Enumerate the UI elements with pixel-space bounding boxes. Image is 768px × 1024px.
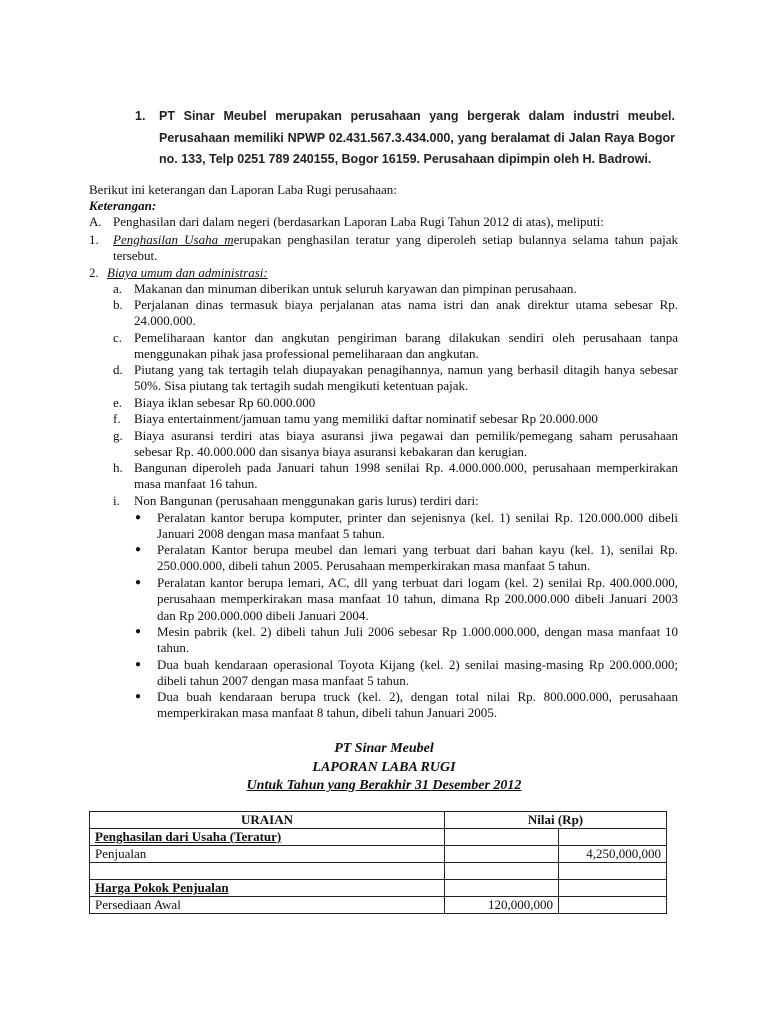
- item-b-marker: b.: [113, 297, 123, 312]
- row-label: Persediaan Awal: [90, 897, 445, 914]
- intro-text: PT Sinar Meubel merupakan perusahaan yang bergerak dalam industri meubel. Perusahaan memiliki NPWP 02.431.567.3.434.000, yang beralamat di Jalan Raya Bogor no. 133, Telp 0251 789 240155, Bogor 16159. Perusahaan dipimpin oleh H. Badrowi.: [159, 109, 675, 166]
- company-name: PT Sinar Meubel: [334, 741, 434, 756]
- item-c-marker: c.: [113, 330, 123, 345]
- bullet-icon: ●: [135, 544, 142, 555]
- item-i-text: Non Bangunan (perusahaan menggunakan garis lurus) terdiri dari:: [134, 493, 479, 508]
- table-row: [90, 897, 667, 914]
- section-a-text: Penghasilan dari dalam negeri (berdasarkan Laporan Laba Rugi Tahun 2012 di atas), meliputi:: [113, 214, 604, 229]
- row-value-1: [445, 863, 559, 880]
- bullet-icon: ●: [135, 691, 142, 702]
- report-period: Untuk Tahun yang Berakhir 31 Desember 2012: [246, 778, 522, 793]
- table-row: [90, 880, 667, 897]
- row-label: Penghasilan dari Usaha (Teratur): [90, 829, 445, 846]
- item-h-text: Bangunan diperoleh pada Januari tahun 1998 senilai Rp. 4.000.000.000, perusahaan memperkirakan masa manfaat 16 tahun.: [134, 460, 678, 492]
- keterangan-heading: Keterangan:: [89, 198, 157, 213]
- header-nilai: Nilai (Rp): [445, 812, 667, 829]
- item-d-text: Piutang yang tak tertagih telah diupayakan penagihannya, namun yang berhasil ditagih hanya sebesar 50%. Sisa piutang tak tertagih sudah mengikuti ketentuan pajak.: [134, 362, 678, 394]
- row-value-2: [559, 880, 667, 897]
- table-row: [90, 863, 667, 880]
- item-f-text: Biaya entertainment/jamuan tamu yang memiliki daftar nominatif sebesar Rp 20.000.000: [134, 411, 598, 426]
- row-value-2: [559, 863, 667, 880]
- row-value-1: [445, 880, 559, 897]
- bullet-item-1: Peralatan kantor berupa komputer, printer dan sejenisnya (kel. 1) senilai Rp. 120.000.000 dibeli Januari 2008 dengan masa manfaat 5 tahun.: [157, 510, 678, 542]
- row-value-2: [559, 897, 667, 914]
- item-h-marker: h.: [113, 460, 123, 475]
- report-title: LAPORAN LABA RUGI: [312, 760, 456, 775]
- point-1-rest: erupakan penghasilan teratur yang diperoleh setiap bulannya selama tahun pajak tersebut.: [113, 232, 678, 264]
- item-i-marker: i.: [113, 493, 120, 508]
- bullet-icon: ●: [135, 626, 142, 637]
- row-value-1: [445, 846, 559, 863]
- point-1-text: [113, 232, 678, 265]
- item-e-text: Biaya iklan sebesar Rp 60.000.000: [134, 395, 316, 410]
- table-row: [90, 829, 667, 846]
- income-statement-table: [89, 811, 667, 914]
- item-g-text: Biaya asuransi terdiri atas biaya asuransi jiwa pegawai dan pemilik/pemegang saham perusahaan sebesar Rp. 40.000.000 dan sisanya biaya asuransi kebakaran dan kerugian.: [134, 428, 678, 460]
- point-2-marker: 2.: [89, 265, 99, 280]
- row-label: Penjualan: [90, 846, 445, 863]
- item-c-text: Pemeliharaan kantor dan angkutan pengiriman barang dilakukan sendiri oleh perusahaan tanpa menggunakan pihak jasa professional pemeliharaan dan angkutan.: [134, 330, 678, 362]
- bullet-icon: ●: [135, 659, 142, 670]
- bullet-icon: ●: [135, 577, 142, 588]
- header-uraian: URAIAN: [90, 812, 445, 829]
- row-value-1: 120,000,000: [445, 897, 559, 914]
- row-value-1: [445, 829, 559, 846]
- bullet-icon: ●: [135, 512, 142, 523]
- bullet-item-6: Dua buah kendaraan berupa truck (kel. 2), dengan total nilai Rp. 800.000.000, perusahaan memperkirakan masa manfaat 8 tahun, dibeli tahun Januari 2005.: [157, 689, 678, 721]
- table-header-row: [90, 812, 667, 829]
- intro-number: 1.: [135, 109, 146, 123]
- item-e-marker: e.: [113, 395, 123, 410]
- bullet-item-4: Mesin pabrik (kel. 2) dibeli tahun Juli 2006 sebesar Rp 1.000.000.000, dengan masa manfaat 10 tahun.: [157, 624, 678, 656]
- point-2-title: Biaya umum dan administrasi:: [107, 265, 268, 280]
- item-d-marker: d.: [113, 362, 123, 377]
- item-f-marker: f.: [113, 411, 121, 426]
- item-a-marker: a.: [113, 281, 123, 296]
- section-a-marker: A.: [89, 214, 102, 229]
- bullet-item-3: Peralatan kantor berupa lemari, AC, dll yang terbuat dari logam (kel. 2) senilai Rp. 400.000.000, perusahaan memperkirakan masa manfaat 10 tahun, dimana Rp 200.000.000 dibeli Januari 2003 dan Rp 200.000.000 dibeli Januari 2004.: [157, 575, 678, 623]
- item-g-marker: g.: [113, 428, 123, 443]
- point-1-marker: 1.: [89, 232, 99, 247]
- item-a-text: Makanan dan minuman diberikan untuk seluruh karyawan dan pimpinan perusahaan.: [134, 281, 577, 296]
- row-value-2: 4,250,000,000: [559, 846, 667, 863]
- row-label: [90, 863, 445, 880]
- table-row: [90, 846, 667, 863]
- bullet-item-5: Dua buah kendaraan operasional Toyota Kijang (kel. 2) senilai masing-masing Rp 200.000.000; dibeli tahun 2007 dengan masa manfaat 5 tahun.: [157, 657, 678, 689]
- point-1-underlined: Penghasilan Usaha m: [113, 232, 234, 247]
- row-label: Harga Pokok Penjualan: [90, 880, 445, 897]
- row-value-2: [559, 829, 667, 846]
- item-b-text: Perjalanan dinas termasuk biaya perjalanan atas nama istri dan anak direktur utama sebesar Rp. 24.000.000.: [134, 297, 678, 329]
- intro-paragraph: [135, 106, 675, 171]
- lead-text: Berikut ini keterangan dan Laporan Laba Rugi perusahaan:: [89, 182, 397, 197]
- bullet-item-2: Peralatan Kantor berupa meubel dan lemari yang terbuat dari bahan kayu (kel. 1), senilai Rp. 250.000.000, dibeli tahun 2005. Perusahaan memperkirakan masa manfaat 5 tahun.: [157, 542, 678, 574]
